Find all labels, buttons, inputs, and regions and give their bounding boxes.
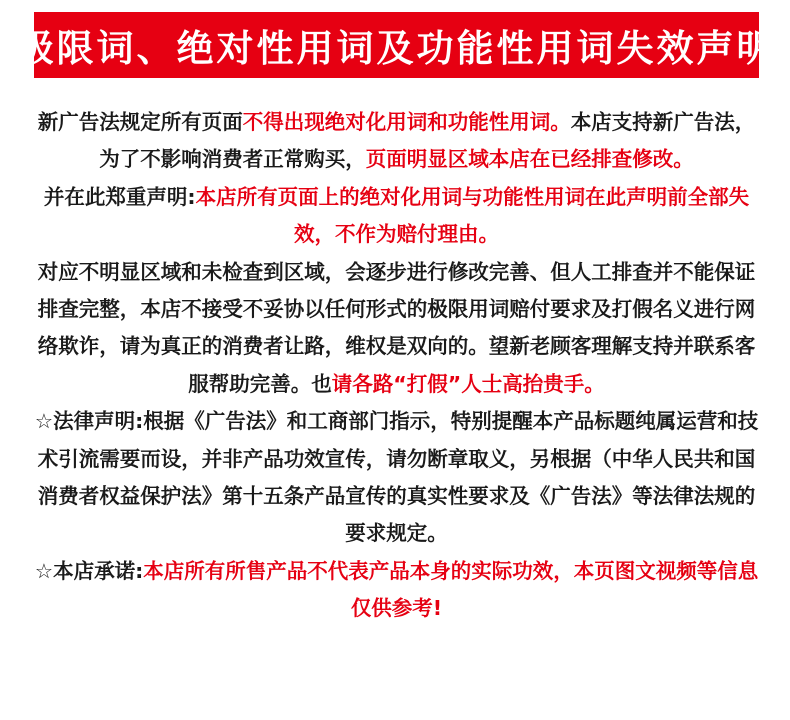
statement-body: [34, 104, 759, 628]
paragraph-store-promise: [34, 553, 759, 628]
text-segment: ☆法律声明:根据《广告法》和工商部门指示，特别提醒本产品标题纯属运营和技术引流需要而设，并非产品功效宣传，请勿断章取义，另根据（中华人民共和国消费者权益保护法》第十五条产品宣传的真实性要求及《广告法》等法律法规的要求规定。: [34, 409, 759, 546]
paragraph-corrections: [34, 254, 759, 404]
text-segment-highlight: 本店所有页面上的绝对化用词与功能性用词在此声明前全部失效，不作为赔付理由。: [195, 184, 750, 247]
page-title: 极限词、绝对性用词及功能性用词失效声明: [16, 27, 777, 70]
text-segment: 本店支持新广告法，为了不影响消费者正常购买，: [99, 110, 756, 172]
paragraph-ad-law: [34, 104, 759, 179]
text-segment-highlight: 本店所有所售产品不代表产品本身的实际功效，本页图文视频等信息仅供参考!: [143, 558, 759, 621]
text-segment-highlight: 请各路“打假”人士高抬贵手。: [331, 371, 605, 396]
title-banner: [16, 12, 777, 78]
text-segment: 对应不明显区域和未检查到区域，会逐步进行修改完善、但人工排查并不能保证排查完整，本店不接受不妥协以任何形式的极限用词赔付要求及打假名义进行网络欺诈，请为真正的消费者让路，维权是双向的。望新老顾客理解支持并联系客服帮助完善。也: [37, 259, 756, 396]
text-segment: 新广告法规定所有页面: [37, 110, 243, 134]
paragraph-declaration: [34, 179, 759, 254]
text-segment: 并在此郑重声明:: [43, 184, 196, 209]
text-segment-highlight: 页面明显区域本店在已经排查修改。: [365, 147, 694, 172]
paragraph-legal-statement: [34, 403, 759, 553]
text-segment: ☆本店承诺:: [34, 558, 144, 583]
text-segment-highlight: 不得出现绝对化用词和功能性用词。: [242, 110, 571, 134]
